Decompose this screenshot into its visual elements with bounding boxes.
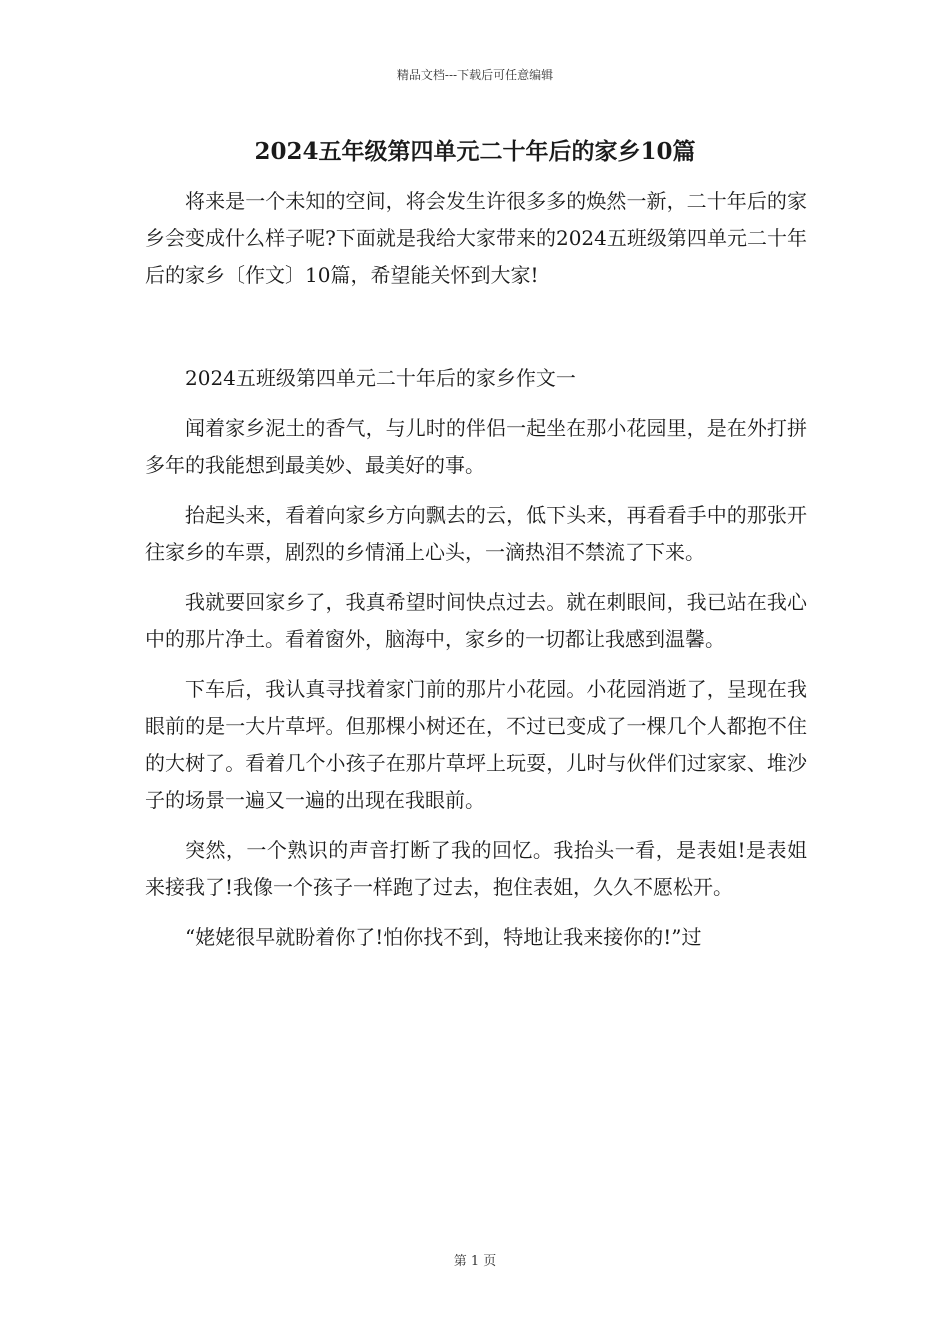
document-body: [145, 183, 807, 956]
body-paragraph: 下车后，我认真寻找着家门前的那片小花园。小花园消逝了，呈现在我眼前的是一大片草坪。但那棵小树还在，不过已变成了一棵几个人都抱不住的大树了。看着几个小孩子在那片草坪上玩耍，儿时与伙伴们过家家、堆沙子的场景一遍又一遍的出现在我眼前。: [145, 677, 807, 812]
body-paragraph: 突然，一个熟识的声音打断了我的回忆。我抬头一看，是表姐!是表姐来接我了!我像一个孩子一样跑了过去，抱住表姐，久久不愿松开。: [145, 838, 807, 899]
body-paragraph: 闻着家乡泥土的香气，与儿时的伴侣一起坐在那小花园里，是在外打拼多年的我能想到最美妙、最美好的事。: [145, 416, 807, 477]
page-number: 第 1 页: [453, 1254, 497, 1269]
body-paragraph: 我就要回家乡了，我真希望时间快点过去。就在刺眼间，我已站在我心中的那片净土。看着窗外，脑海中，家乡的一切都让我感到温馨。: [145, 590, 807, 651]
section-heading: 2024五班级第四单元二十年后的家乡作文一: [185, 366, 576, 390]
document-title: 2024五年级第四单元二十年后的家乡10篇: [254, 138, 696, 165]
body-paragraph: “姥姥很早就盼着你了!怕你找不到，特地让我来接你的!”过: [185, 925, 702, 949]
page-header: 精品文档---下载后可任意编辑: [396, 68, 554, 82]
intro-paragraph: 将来是一个未知的空间，将会发生许很多多的焕然一新，二十年后的家乡会变成什么样子呢?下面就是我给大家带来的2024五班级第四单元二十年后的家乡〔作文〕10篇，希望能关怀到大家!: [145, 189, 807, 287]
body-paragraph: 抬起头来，看着向家乡方向飘去的云，低下头来，再看看手中的那张开往家乡的车票，剧烈的乡情涌上心头，一滴热泪不禁流了下来。: [145, 503, 807, 564]
